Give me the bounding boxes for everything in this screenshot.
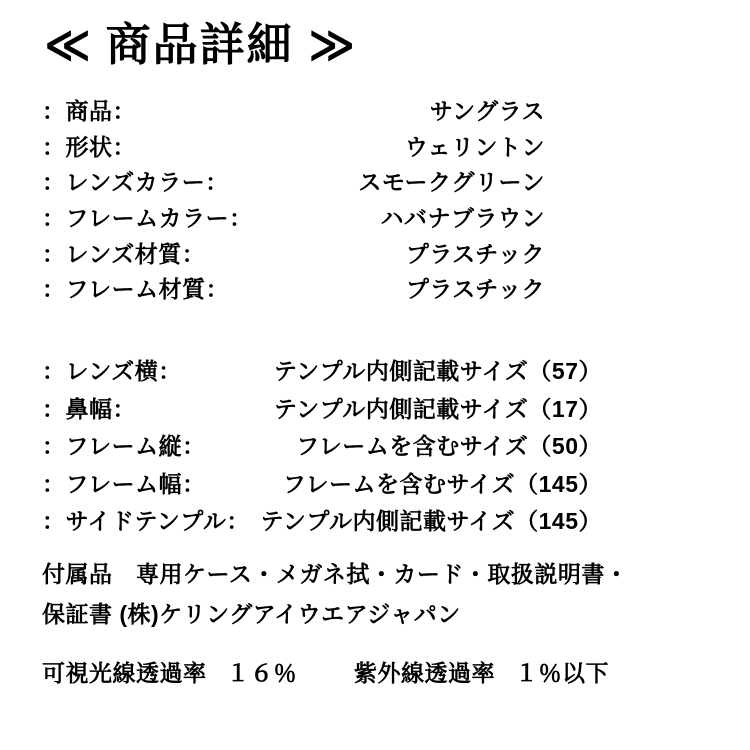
basic-specs-list xyxy=(42,92,545,306)
spec-row-frame-material xyxy=(42,270,545,306)
uv-transmittance-label: 紫外線透過率 xyxy=(354,659,495,686)
page-title xyxy=(44,8,355,73)
spec-label: ：フレーム縦： xyxy=(42,433,206,460)
spec-label: ：サイドテンプル： xyxy=(42,508,250,535)
spec-label: ：商品： xyxy=(42,98,136,125)
spec-row-lens-material xyxy=(42,234,545,270)
spec-label: ：フレーム材質： xyxy=(42,276,230,303)
accessories-line-1: 付属品 専用ケース・メガネ拭・カード・取扱説明書・ xyxy=(42,560,629,587)
spec-row-frame-color xyxy=(42,199,545,235)
spec-value: サングラス xyxy=(429,98,545,125)
spec-value: プラスチック xyxy=(405,276,545,303)
spec-value: フレームを含むサイズ（145） xyxy=(282,470,602,497)
spec-row-frame-width xyxy=(42,464,602,502)
spec-value: ウェリントン xyxy=(404,133,545,160)
uv-transmittance-value: １％以下 xyxy=(515,659,609,686)
spec-value: ハバナブラウン xyxy=(380,205,545,232)
spec-row-frame-height xyxy=(42,426,602,464)
spec-label: ：形状： xyxy=(42,133,136,160)
visible-light-transmittance-value: １６％ xyxy=(226,659,297,686)
spec-label: ：鼻幅： xyxy=(42,395,136,422)
spec-row-bridge-width xyxy=(42,389,602,427)
spec-value: フレームを含むサイズ（50） xyxy=(296,433,602,460)
spec-label: ：フレームカラー： xyxy=(42,205,253,232)
spec-value: テンプル内側記載サイズ（145） xyxy=(260,508,602,535)
spec-label: ：レンズ材質： xyxy=(42,240,206,267)
spec-value: テンプル内側記載サイズ（57） xyxy=(273,358,602,385)
spec-row-lens-color xyxy=(42,163,545,199)
spec-value: スモークグリーン xyxy=(358,169,545,196)
size-specs-list xyxy=(42,351,602,539)
spec-value: プラスチック xyxy=(405,240,545,267)
spec-row-temple-length xyxy=(42,501,602,539)
spec-row-product xyxy=(42,92,545,128)
spec-label: ：レンズカラー： xyxy=(42,169,229,196)
accessories-section xyxy=(42,552,628,632)
spec-value: テンプル内側記載サイズ（17） xyxy=(273,395,602,422)
transmittance-line xyxy=(42,654,609,688)
left-double-chevron-icon: ≪ xyxy=(44,19,92,70)
spec-row-lens-width xyxy=(42,351,602,389)
page-title-text: 商品詳細 xyxy=(105,19,294,70)
accessories-line-2: 保証書 (株)ケリングアイウエアジャパン xyxy=(42,600,461,627)
right-double-chevron-icon: ≫ xyxy=(308,19,356,70)
spec-label: ：レンズ横： xyxy=(42,358,182,385)
visible-light-transmittance-label: 可視光線透過率 xyxy=(42,659,207,686)
spec-label: ：フレーム幅： xyxy=(42,470,206,497)
spec-row-shape xyxy=(42,128,545,164)
